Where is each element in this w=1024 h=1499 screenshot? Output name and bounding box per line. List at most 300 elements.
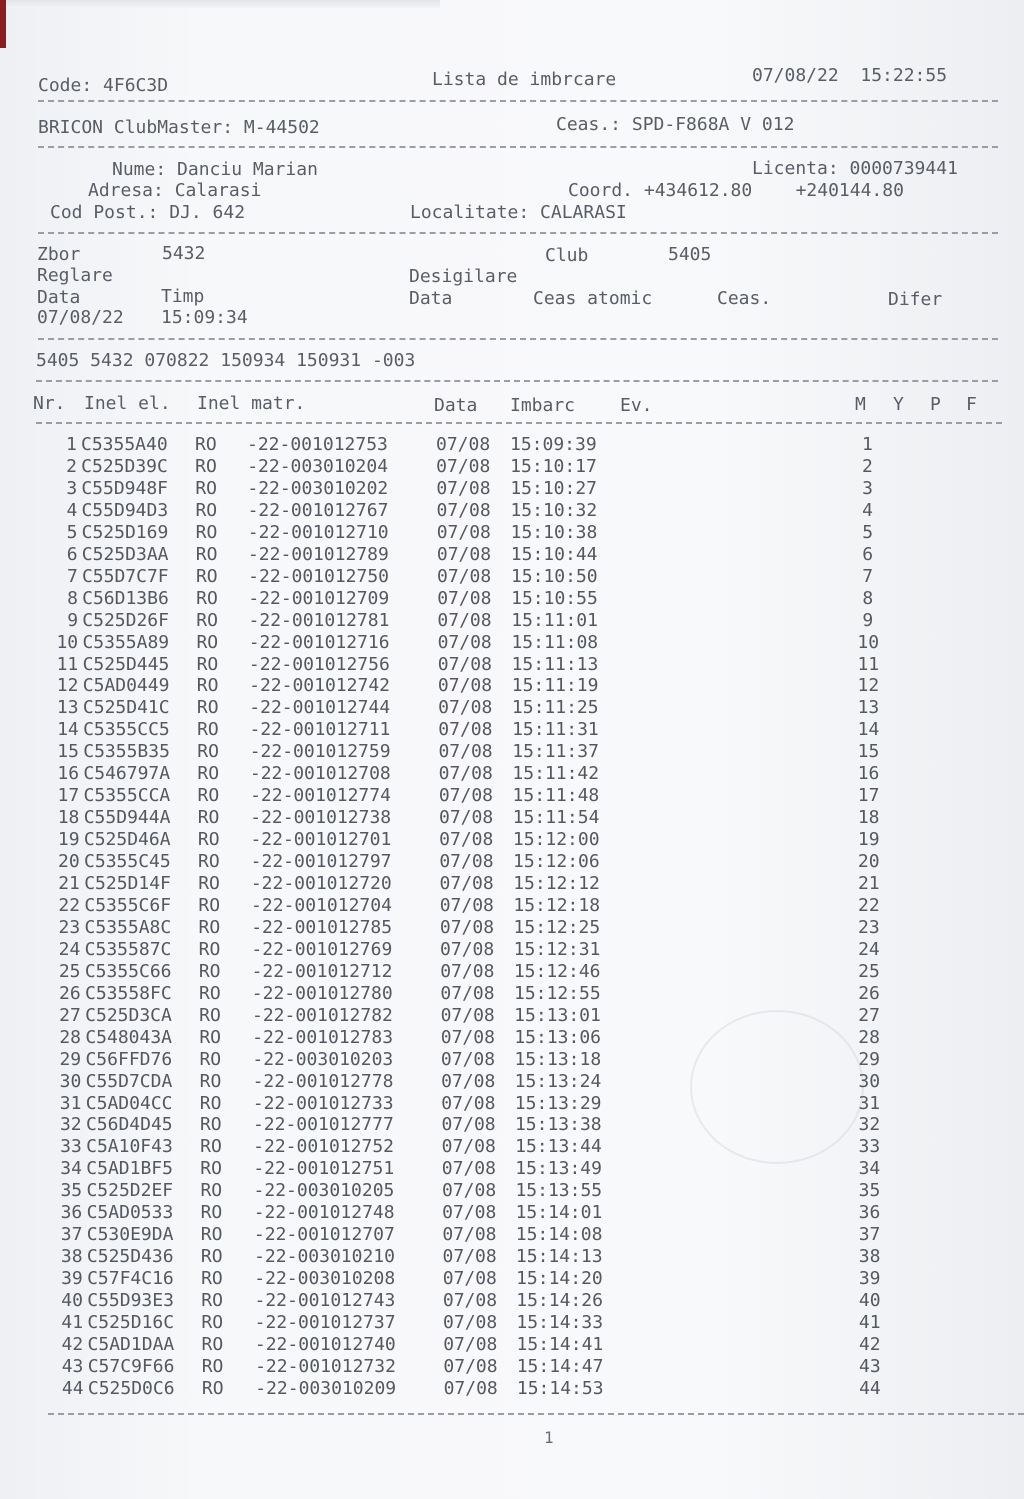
ring-matr: -22-001012753 [247,434,388,455]
row-date: 07/08 [440,982,495,1004]
row-m: 8 [862,587,874,609]
row-time: 15:14:53 [516,1377,604,1399]
ring-matr: -22-001012759 [249,741,391,763]
ring-country: RO [197,785,220,807]
row-time: 15:12:00 [512,829,600,851]
col-y: Y [893,394,904,415]
row-time: 15:11:42 [512,763,600,785]
ring-matr: -22-001012781 [248,609,390,631]
ring-country: RO [198,938,221,960]
row-m: 5 [862,521,874,543]
timp-label: Timp [161,286,205,307]
row-date: 07/08 [436,499,491,521]
row-date: 07/08 [438,785,493,807]
ring-country: RO [195,477,217,499]
owner-name: Nume: Danciu Marian [112,159,318,180]
owner-address: Adresa: Calarasi [88,180,262,201]
ring-matr: -22-001012769 [251,938,393,960]
row-time: 15:14:41 [516,1333,604,1355]
ring-matr: -22-001012710 [247,521,389,543]
row-date: 07/08 [437,631,492,653]
ring-el: C53558FC [85,982,172,1004]
row-date: 07/08 [439,873,494,894]
ring-el: C5AD1DAA [87,1333,175,1355]
row-time: 15:14:13 [515,1246,603,1268]
reglare-label: Reglare [37,265,113,286]
ring-matr: -22-001012767 [247,499,389,521]
row-m: 7 [862,565,874,587]
owner-license: Licenta: 0000739441 [752,158,958,179]
col-m: M [855,394,866,415]
ceas-atomic-label: Ceas atomic [533,288,653,309]
ring-matr: -22-001012783 [252,1026,394,1048]
row-date: 07/08 [437,587,492,609]
row-nr: 6 [66,543,78,565]
red-corner-mark [0,0,6,48]
row-m: 9 [862,609,874,631]
ring-matr: -22-001012774 [250,785,391,807]
row-m: 44 [859,1377,881,1399]
print-datetime: 07/08/22 15:22:55 [752,65,948,86]
ring-el: C55D94D3 [81,499,169,521]
row-time: 15:13:18 [514,1048,602,1070]
row-nr: 23 [58,916,81,938]
row-m: 38 [858,1246,881,1268]
ring-country: RO [196,653,219,675]
ring-country: RO [201,1312,224,1333]
row-time: 15:11:25 [511,697,599,719]
row-nr: 38 [60,1246,83,1268]
ring-matr: -22-001012778 [252,1070,394,1092]
row-nr: 17 [57,785,80,807]
ring-country: RO [200,1202,223,1224]
date-value: 07/08/22 [37,307,124,328]
row-time: 15:13:44 [515,1136,602,1158]
ring-matr: -22-003010210 [254,1246,395,1268]
row-time: 15:14:33 [516,1312,604,1333]
ring-matr: -22-001012701 [250,829,392,851]
row-date: 07/08 [436,455,491,477]
system-name: BRICON ClubMaster: M-44502 [38,117,320,138]
ring-matr: -22-001012744 [249,697,391,719]
ring-matr: -22-003010208 [254,1268,396,1290]
ring-matr: -22-001012752 [253,1136,395,1158]
ring-matr: -22-003010203 [252,1048,394,1070]
row-nr: 28 [59,1026,81,1048]
row-time: 15:14:20 [516,1268,603,1290]
row-m: 40 [858,1290,881,1312]
ring-matr: -22-003010209 [255,1377,397,1399]
row-m: 16 [857,763,880,785]
row-date: 07/08 [439,916,495,938]
ring-el: C525D39C [81,455,168,477]
ring-el: C5355A89 [82,631,170,653]
ring-country: RO [195,455,217,477]
row-m: 27 [858,1004,880,1026]
ring-el: C5AD0533 [86,1202,174,1224]
row-nr: 19 [57,829,80,851]
row-date: 07/08 [441,1092,496,1114]
ring-el: C525D445 [82,653,170,675]
row-nr: 2 [66,455,77,477]
ring-el: C5A10F43 [86,1136,173,1158]
col-nr: Nr. [33,393,66,414]
row-time: 15:13:49 [515,1158,602,1180]
row-time: 15:10:38 [510,521,598,543]
ring-el: C548043A [85,1026,173,1048]
time-value: 15:09:34 [161,307,248,328]
row-m: 39 [858,1268,881,1290]
row-time: 15:11:08 [511,631,599,653]
row-time: 15:13:38 [514,1114,602,1136]
row-date: 07/08 [443,1355,498,1377]
ring-country: RO [201,1377,224,1399]
row-m: 1 [862,434,873,455]
row-m: 10 [857,631,880,653]
row-m: 20 [857,851,880,873]
ring-matr: -22-001012785 [251,916,393,938]
ring-matr: -22-001012750 [248,565,390,587]
row-date: 07/08 [440,960,495,982]
row-time: 15:12:46 [513,960,601,982]
ring-el: C5AD1BF5 [86,1158,173,1180]
ring-el: C56D4D45 [85,1114,173,1136]
row-m: 34 [858,1158,881,1180]
ring-matr: -22-001012797 [250,851,392,873]
row-nr: 7 [66,565,78,587]
row-nr: 10 [56,631,79,653]
ring-country: RO [197,807,220,829]
row-time: 15:13:24 [514,1070,602,1092]
owner-locality: Localitate: CALARASI [410,202,627,223]
row-time: 15:12:31 [513,938,601,960]
row-time: 15:14:47 [516,1355,604,1377]
ring-country: RO [200,1136,222,1158]
page-number: 1 [544,1428,554,1447]
ring-country: RO [198,916,221,938]
row-time: 15:12:25 [513,916,601,938]
divider [38,232,998,234]
row-nr: 14 [57,719,79,741]
row-time: 15:09:39 [510,434,597,455]
ring-matr: -22-001012742 [249,675,390,697]
row-m: 32 [858,1114,881,1136]
row-nr: 20 [58,851,80,873]
ring-country: RO [195,434,217,455]
row-time: 15:11:54 [512,807,600,829]
ring-matr: -22-001012756 [248,653,390,675]
row-m: 26 [858,982,880,1004]
ring-el: C525D436 [86,1246,174,1268]
row-m: 35 [858,1180,881,1202]
club-value: 5405 [668,244,712,265]
row-nr: 15 [57,741,79,763]
row-time: 15:12:55 [514,982,601,1004]
row-time: 15:12:12 [513,873,600,894]
row-date: 07/08 [437,565,492,587]
row-nr: 8 [67,587,78,609]
ring-country: RO [198,851,220,873]
ring-country: RO [196,697,219,719]
ring-country: RO [195,565,218,587]
row-date: 07/08 [436,543,492,565]
row-nr: 4 [66,499,78,521]
ring-el: C525D2EF [86,1180,174,1202]
row-date: 07/08 [436,477,491,499]
row-date: 07/08 [437,675,493,697]
row-date: 07/08 [438,697,493,719]
row-time: 15:10:50 [510,565,598,587]
row-nr: 5 [66,521,78,543]
ring-matr: -22-001012777 [252,1114,394,1136]
ring-country: RO [201,1268,223,1290]
row-nr: 26 [59,982,81,1004]
ring-el: C525D3AA [81,543,169,565]
ring-matr: -22-001012732 [255,1355,396,1377]
row-date: 07/08 [441,1136,496,1158]
row-m: 11 [857,653,880,675]
row-nr: 43 [61,1355,84,1377]
row-m: 41 [858,1312,881,1333]
ring-el: C525D3CA [85,1004,172,1026]
row-m: 29 [858,1048,881,1070]
row-time: 15:14:08 [515,1224,603,1246]
ring-el: C546797A [83,763,171,785]
ring-country: RO [200,1224,223,1246]
code-label: Code: 4F6C3D [38,75,169,96]
ring-matr: -22-001012707 [253,1224,395,1246]
ring-el: C525D169 [81,521,169,543]
row-date: 07/08 [437,653,492,675]
row-date: 07/08 [442,1290,498,1312]
row-time: 15:13:06 [514,1026,602,1048]
ring-country: RO [199,1026,221,1048]
row-m: 6 [862,543,874,565]
row-m: 21 [857,873,880,894]
row-date: 07/08 [443,1377,498,1399]
row-time: 15:11:31 [512,719,599,741]
ring-country: RO [199,1070,222,1092]
ring-matr: -22-001012789 [247,543,389,565]
ring-matr: -22-003010202 [247,477,389,499]
row-m: 42 [858,1333,881,1355]
ring-country: RO [197,829,220,851]
ring-el: C5355A40 [81,434,168,455]
row-time: 15:10:55 [511,587,598,609]
col-data: Data [434,395,478,416]
row-m: 28 [858,1026,880,1048]
data-label: Data [409,288,453,309]
row-time: 15:11:19 [511,675,599,697]
ring-el: C5355C66 [84,960,172,982]
row-m: 17 [857,785,880,807]
row-nr: 34 [60,1158,82,1180]
ring-el: C525D26F [82,609,169,631]
row-nr: 35 [60,1180,83,1202]
ring-matr: -22-001012711 [249,719,391,741]
owner-coords: Coord. +434612.80 +240144.80 [568,180,904,201]
row-date: 07/08 [442,1268,497,1290]
row-nr: 42 [61,1333,84,1355]
row-nr: 44 [61,1377,84,1399]
ring-el: C5355B35 [83,741,170,763]
row-m: 4 [862,499,873,521]
ceas-label: Ceas. [717,288,772,309]
ring-el: C535587C [84,938,172,960]
ring-matr: -22-001012733 [252,1092,394,1114]
row-nr: 32 [59,1114,82,1136]
ring-country: RO [199,982,221,1004]
row-nr: 33 [60,1136,82,1158]
col-f: F [966,394,977,415]
row-time: 15:13:55 [515,1180,603,1202]
row-m: 15 [857,741,880,763]
ring-matr: -22-003010204 [247,455,389,477]
row-date: 07/08 [440,1048,496,1070]
club-label: Club [545,245,589,266]
ring-el: C5AD04CC [85,1092,173,1114]
ring-country: RO [196,587,218,609]
divider [38,146,998,148]
row-nr: 16 [57,763,80,785]
row-time: 15:12:06 [513,851,600,873]
ring-el: C56FFD76 [85,1048,173,1070]
row-nr: 30 [59,1070,82,1092]
row-date: 07/08 [440,1026,495,1048]
row-nr: 41 [61,1312,84,1333]
ring-matr: -22-001012709 [248,587,390,609]
row-date: 07/08 [439,851,494,873]
row-time: 15:11:37 [512,741,599,763]
ring-matr: -22-001012782 [251,1004,393,1026]
row-time: 15:13:01 [514,1004,601,1026]
row-m: 43 [859,1355,881,1377]
ring-matr: -22-001012716 [248,631,390,653]
ring-matr: -22-001012743 [254,1290,396,1312]
row-date: 07/08 [439,894,494,916]
row-date: 07/08 [437,609,492,631]
row-nr: 12 [56,675,79,697]
row-nr: 40 [61,1290,83,1312]
ring-el: C525D16C [87,1312,175,1333]
ring-el: C55D7C7F [81,565,169,587]
row-m: 24 [858,938,880,960]
row-date: 07/08 [442,1202,497,1224]
ring-country: RO [199,1092,222,1114]
ring-el: C55D93E3 [87,1290,174,1312]
col-imbarc: Imbarc [510,395,576,416]
ring-country: RO [201,1290,223,1312]
row-m: 12 [857,675,880,697]
clock-model: Ceas.: SPD-F868A V 012 [556,114,795,135]
ring-country: RO [195,543,218,565]
zbor-label: Zbor [37,244,81,265]
row-date: 07/08 [442,1224,497,1246]
ring-el: C525D46A [83,829,171,851]
row-nr: 31 [59,1092,82,1114]
row-date: 07/08 [443,1333,498,1355]
row-date: 07/08 [438,763,493,785]
ring-country: RO [197,719,219,741]
row-nr: 18 [57,807,80,829]
ring-el: C525D41C [82,697,170,719]
row-m: 22 [858,894,880,916]
ring-matr: -22-001012748 [253,1202,395,1224]
row-nr: 1 [66,434,77,455]
ring-el: C525D14F [84,873,171,894]
ring-el: C55D944A [83,807,171,829]
row-date: 07/08 [438,741,493,763]
ring-matr: -22-001012708 [249,763,391,785]
ring-matr: -22-001012720 [250,873,392,894]
row-time: 15:13:29 [514,1092,602,1114]
row-date: 07/08 [436,434,491,455]
row-date: 07/08 [442,1246,497,1268]
ring-country: RO [197,763,220,785]
row-date: 07/08 [441,1180,497,1202]
row-nr: 9 [67,609,79,631]
ring-matr: -22-001012780 [251,982,393,1004]
row-nr: 24 [58,938,81,960]
row-date: 07/08 [440,1004,495,1026]
document-title: Lista de imbrcare [432,69,617,90]
row-time: 15:14:01 [515,1202,603,1224]
top-edge-shadow [0,0,440,8]
row-nr: 3 [66,477,78,499]
ring-country: RO [195,521,218,543]
ring-country: RO [201,1333,224,1355]
col-ev: Ev. [620,395,653,416]
ring-el: C5355C6F [84,894,172,916]
row-date: 07/08 [440,938,495,960]
divider [36,380,998,382]
ring-matr: -22-001012738 [250,807,392,829]
code-line: 5405 5432 070822 150934 150931 -003 [36,350,416,371]
row-m: 3 [862,477,873,499]
col-p: P [930,394,941,415]
ring-country: RO [199,1004,221,1026]
row-date: 07/08 [441,1114,496,1136]
row-m: 18 [857,807,880,829]
row-m: 14 [857,719,880,741]
row-date: 07/08 [441,1158,496,1180]
ring-matr: -22-003010205 [253,1180,395,1202]
ring-country: RO [198,873,220,894]
row-m: 13 [857,697,880,719]
row-nr: 21 [58,873,80,894]
desigilare-label: Desigilare [409,266,518,287]
ring-country: RO [197,741,219,763]
divider [36,422,1002,424]
row-date: 07/08 [438,719,493,741]
ring-matr: -22-001012751 [253,1158,395,1180]
ring-country: RO [200,1246,223,1268]
row-m: 23 [858,916,880,938]
row-time: 15:11:48 [512,785,600,807]
row-time: 15:11:13 [511,653,599,675]
ring-el: C5355C45 [84,851,171,873]
ring-country: RO [196,609,218,631]
row-time: 15:10:32 [510,499,598,521]
ring-el: C57F4C16 [87,1268,174,1290]
faint-stamp-mark [690,1010,864,1164]
ring-country: RO [199,1048,222,1070]
row-m: 25 [858,960,880,982]
ring-el: C55D7CDA [85,1070,173,1092]
row-nr: 27 [59,1004,81,1026]
row-date: 07/08 [436,521,491,543]
ring-matr: -22-001012740 [254,1333,396,1355]
